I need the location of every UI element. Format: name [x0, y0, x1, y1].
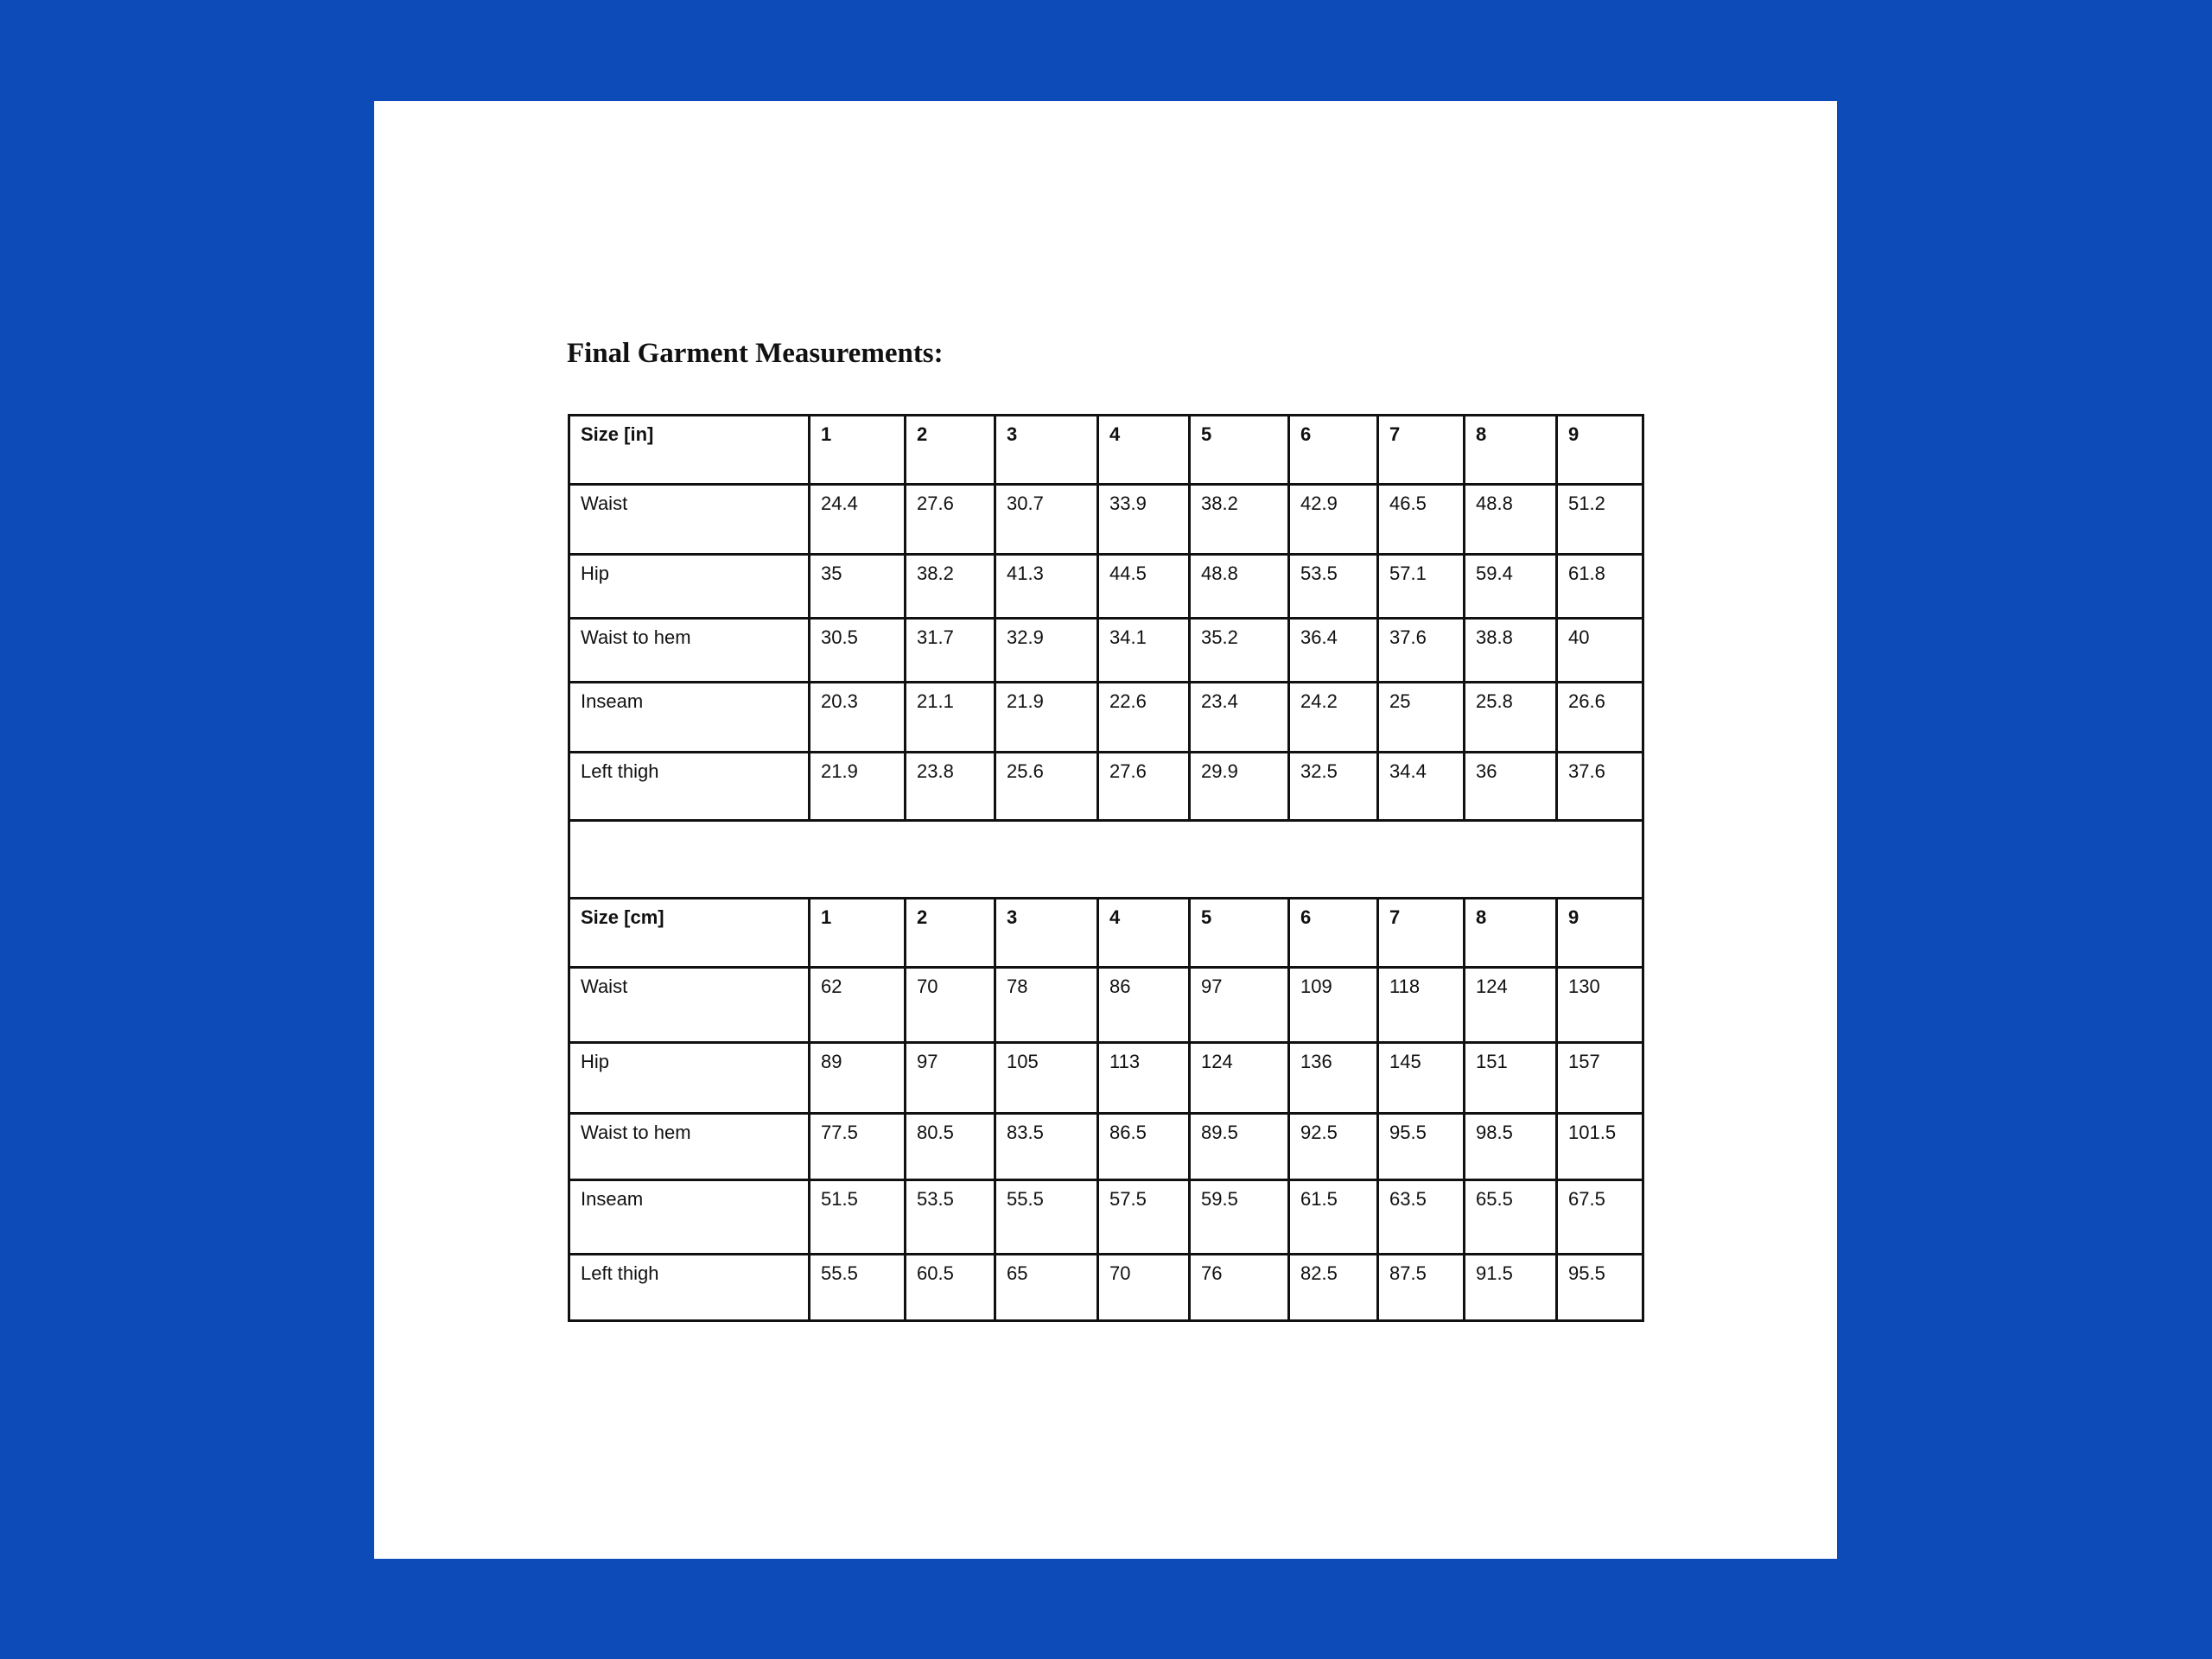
- size-header-cell: 3: [995, 899, 1098, 968]
- measurement-value-cell: 86.5: [1098, 1114, 1190, 1180]
- measurement-value-cell: 80.5: [906, 1114, 995, 1180]
- measurement-value-cell: 44.5: [1098, 555, 1190, 619]
- measurement-value-cell: 32.9: [995, 619, 1098, 683]
- measurement-value-cell: 25.6: [995, 753, 1098, 821]
- measurement-value-cell: 124: [1190, 1043, 1289, 1114]
- size-header-cell: 5: [1190, 899, 1289, 968]
- measurement-value-cell: 55.5: [810, 1255, 906, 1321]
- measurement-value-cell: 37.6: [1378, 619, 1465, 683]
- measurement-value-cell: 91.5: [1465, 1255, 1557, 1321]
- measurement-value-cell: 34.4: [1378, 753, 1465, 821]
- measurement-value-cell: 27.6: [906, 485, 995, 555]
- measurement-value-cell: 35: [810, 555, 906, 619]
- measurement-value-cell: 65.5: [1465, 1180, 1557, 1255]
- measurement-value-cell: 30.5: [810, 619, 906, 683]
- measurement-value-cell: 57.1: [1378, 555, 1465, 619]
- measurement-value-cell: 87.5: [1378, 1255, 1465, 1321]
- measurement-value-cell: 21.9: [810, 753, 906, 821]
- measurement-table: [568, 414, 1644, 1322]
- measurement-value-cell: 67.5: [1557, 1180, 1643, 1255]
- measurement-value-cell: 151: [1465, 1043, 1557, 1114]
- measurement-value-cell: 40: [1557, 619, 1643, 683]
- row-waist-to-hem-in: [569, 619, 1643, 683]
- row-hip-cm: [569, 1043, 1643, 1114]
- measurement-value-cell: 95.5: [1378, 1114, 1465, 1180]
- measurement-value-cell: 36.4: [1289, 619, 1378, 683]
- measurement-label-cell: Left thigh: [569, 1255, 810, 1321]
- measurement-value-cell: 38.2: [1190, 485, 1289, 555]
- measurement-value-cell: 37.6: [1557, 753, 1643, 821]
- size-header-cell: 8: [1465, 899, 1557, 968]
- measurement-value-cell: 97: [1190, 968, 1289, 1043]
- measurement-value-cell: 61.5: [1289, 1180, 1378, 1255]
- measurement-value-cell: 60.5: [906, 1255, 995, 1321]
- measurement-value-cell: 70: [1098, 1255, 1190, 1321]
- measurement-value-cell: 78: [995, 968, 1098, 1043]
- measurement-value-cell: 20.3: [810, 683, 906, 753]
- size-header-cell: 9: [1557, 899, 1643, 968]
- size-header-cell: 4: [1098, 416, 1190, 485]
- measurement-label-cell: Hip: [569, 555, 810, 619]
- measurement-value-cell: 41.3: [995, 555, 1098, 619]
- size-header-cell: 8: [1465, 416, 1557, 485]
- row-inseam-in: [569, 683, 1643, 753]
- spacer-cell: [569, 821, 1643, 899]
- measurement-value-cell: 27.6: [1098, 753, 1190, 821]
- measurement-value-cell: 57.5: [1098, 1180, 1190, 1255]
- measurement-value-cell: 38.2: [906, 555, 995, 619]
- measurement-label-cell: Hip: [569, 1043, 810, 1114]
- measurement-value-cell: 51.2: [1557, 485, 1643, 555]
- measurement-value-cell: 62: [810, 968, 906, 1043]
- row-waist-in: [569, 485, 1643, 555]
- measurement-value-cell: 46.5: [1378, 485, 1465, 555]
- measurement-value-cell: 118: [1378, 968, 1465, 1043]
- measurement-value-cell: 89: [810, 1043, 906, 1114]
- row-waist-cm: [569, 968, 1643, 1043]
- size-header-cell: 3: [995, 416, 1098, 485]
- size-header-cell: 6: [1289, 416, 1378, 485]
- measurement-value-cell: 34.1: [1098, 619, 1190, 683]
- measurement-value-cell: 82.5: [1289, 1255, 1378, 1321]
- measurement-value-cell: 77.5: [810, 1114, 906, 1180]
- measurement-value-cell: 59.4: [1465, 555, 1557, 619]
- measurement-value-cell: 92.5: [1289, 1114, 1378, 1180]
- measurement-value-cell: 136: [1289, 1043, 1378, 1114]
- size-header-cell: 1: [810, 416, 906, 485]
- measurement-value-cell: 89.5: [1190, 1114, 1289, 1180]
- row-inseam-cm: [569, 1180, 1643, 1255]
- measurement-value-cell: 70: [906, 968, 995, 1043]
- measurement-value-cell: 51.5: [810, 1180, 906, 1255]
- spacer-row: [569, 821, 1643, 899]
- size-header-cell: 2: [906, 416, 995, 485]
- size-header-cell: 7: [1378, 899, 1465, 968]
- measurement-value-cell: 38.8: [1465, 619, 1557, 683]
- row-waist-to-hem-cm: [569, 1114, 1643, 1180]
- row-hip-in: [569, 555, 1643, 619]
- measurement-value-cell: 109: [1289, 968, 1378, 1043]
- measurement-value-cell: 42.9: [1289, 485, 1378, 555]
- measurement-value-cell: 48.8: [1465, 485, 1557, 555]
- measurement-value-cell: 95.5: [1557, 1255, 1643, 1321]
- size-header-cell: 9: [1557, 416, 1643, 485]
- measurement-value-cell: 113: [1098, 1043, 1190, 1114]
- size-header-cell: 2: [906, 899, 995, 968]
- size-header-cell: 7: [1378, 416, 1465, 485]
- row-left-thigh-in: [569, 753, 1643, 821]
- size-header-cell: 5: [1190, 416, 1289, 485]
- measurement-value-cell: 24.2: [1289, 683, 1378, 753]
- measurement-value-cell: 55.5: [995, 1180, 1098, 1255]
- measurement-value-cell: 63.5: [1378, 1180, 1465, 1255]
- size-header-cell: 6: [1289, 899, 1378, 968]
- measurement-value-cell: 53.5: [906, 1180, 995, 1255]
- measurement-value-cell: 23.8: [906, 753, 995, 821]
- measurement-value-cell: 130: [1557, 968, 1643, 1043]
- measurement-value-cell: 59.5: [1190, 1180, 1289, 1255]
- size-header-row-cm: [569, 899, 1643, 968]
- size-header-cell: 4: [1098, 899, 1190, 968]
- measurement-value-cell: 23.4: [1190, 683, 1289, 753]
- measurement-value-cell: 98.5: [1465, 1114, 1557, 1180]
- measurement-label-cell: Inseam: [569, 683, 810, 753]
- measurement-label-cell: Waist to hem: [569, 619, 810, 683]
- measurement-value-cell: 21.9: [995, 683, 1098, 753]
- measurement-value-cell: 105: [995, 1043, 1098, 1114]
- measurement-value-cell: 97: [906, 1043, 995, 1114]
- measurement-value-cell: 29.9: [1190, 753, 1289, 821]
- measurement-value-cell: 48.8: [1190, 555, 1289, 619]
- measurement-value-cell: 30.7: [995, 485, 1098, 555]
- measurement-value-cell: 61.8: [1557, 555, 1643, 619]
- measurement-value-cell: 33.9: [1098, 485, 1190, 555]
- measurement-value-cell: 101.5: [1557, 1114, 1643, 1180]
- measurement-value-cell: 157: [1557, 1043, 1643, 1114]
- measurement-label-cell: Left thigh: [569, 753, 810, 821]
- document-page: [374, 101, 1837, 1559]
- measurement-value-cell: 25: [1378, 683, 1465, 753]
- size-label-cell: Size [cm]: [569, 899, 810, 968]
- measurement-value-cell: 145: [1378, 1043, 1465, 1114]
- size-header-cell: 1: [810, 899, 906, 968]
- measurement-value-cell: 53.5: [1289, 555, 1378, 619]
- size-label-cell: Size [in]: [569, 416, 810, 485]
- measurement-value-cell: 31.7: [906, 619, 995, 683]
- page-title: Final Garment Measurements:: [567, 338, 944, 369]
- measurement-value-cell: 36: [1465, 753, 1557, 821]
- measurement-value-cell: 76: [1190, 1255, 1289, 1321]
- measurement-label-cell: Inseam: [569, 1180, 810, 1255]
- size-header-row-in: [569, 416, 1643, 485]
- measurement-value-cell: 83.5: [995, 1114, 1098, 1180]
- measurement-label-cell: Waist: [569, 968, 810, 1043]
- measurement-value-cell: 35.2: [1190, 619, 1289, 683]
- measurement-value-cell: 65: [995, 1255, 1098, 1321]
- measurement-label-cell: Waist to hem: [569, 1114, 810, 1180]
- row-left-thigh-cm: [569, 1255, 1643, 1321]
- measurement-value-cell: 21.1: [906, 683, 995, 753]
- measurement-value-cell: 24.4: [810, 485, 906, 555]
- measurement-value-cell: 32.5: [1289, 753, 1378, 821]
- measurement-value-cell: 124: [1465, 968, 1557, 1043]
- measurement-value-cell: 26.6: [1557, 683, 1643, 753]
- measurement-label-cell: Waist: [569, 485, 810, 555]
- measurement-value-cell: 86: [1098, 968, 1190, 1043]
- measurement-value-cell: 25.8: [1465, 683, 1557, 753]
- measurement-value-cell: 22.6: [1098, 683, 1190, 753]
